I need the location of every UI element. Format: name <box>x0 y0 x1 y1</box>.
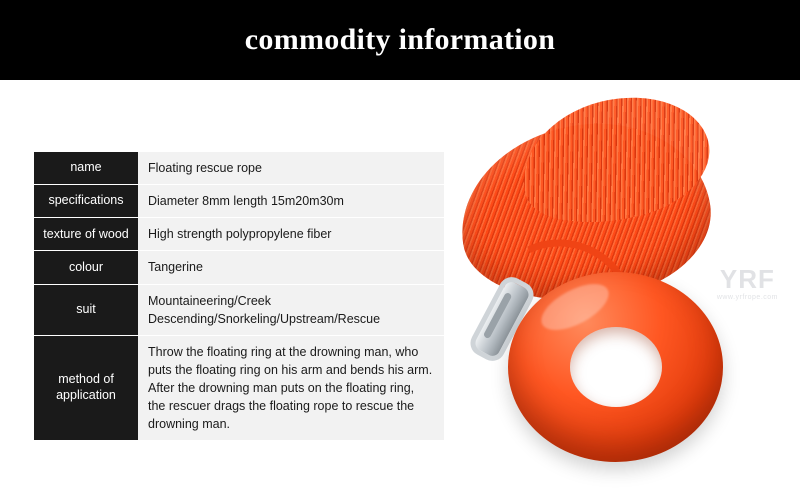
table-row <box>34 335 444 441</box>
watermark-site-text: www.yrfrope.com <box>716 294 778 301</box>
watermark-logo-text: YRF <box>719 264 775 294</box>
page-banner <box>0 0 800 80</box>
watermark <box>717 266 778 301</box>
spec-value: Diameter 8mm length 15m20m30m <box>138 185 444 218</box>
product-photo <box>400 80 800 489</box>
spec-label: texture of wood <box>34 218 138 251</box>
spec-value: Tangerine <box>138 251 444 284</box>
table-row <box>34 185 444 218</box>
table-row <box>34 218 444 251</box>
spec-label: colour <box>34 251 138 284</box>
table-row <box>34 251 444 284</box>
spec-value: Throw the floating ring at the drowning man, who puts the floating ring on his arm and bends his arm. After the drowning man puts on the floating ring, the rescuer drags the floating rope to rescue the drowning man. <box>138 335 444 441</box>
spec-label: method of application <box>34 335 138 441</box>
floating-ring-icon <box>508 272 723 462</box>
table-row <box>34 152 444 185</box>
table-row <box>34 284 444 335</box>
spec-label: specifications <box>34 185 138 218</box>
spec-label: name <box>34 152 138 185</box>
spec-value: Floating rescue rope <box>138 152 444 185</box>
spec-label: suit <box>34 284 138 335</box>
page-title: commodity information <box>244 23 556 56</box>
specification-table <box>34 152 444 441</box>
spec-value: High strength polypropylene fiber <box>138 218 444 251</box>
spec-value: Mountaineering/Creek Descending/Snorkeling/Upstream/Rescue <box>138 284 444 335</box>
ring-hole <box>570 327 662 407</box>
